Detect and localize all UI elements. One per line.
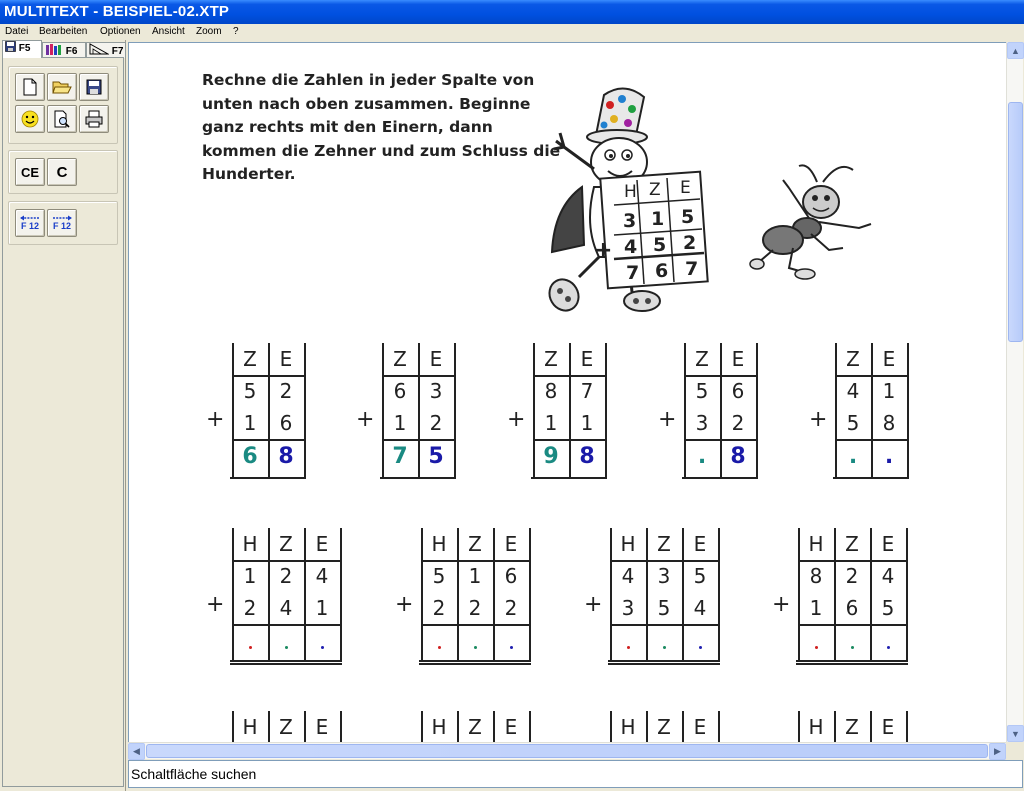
digit-cell: 6 bbox=[731, 379, 745, 403]
digit-cell: 1 bbox=[243, 411, 257, 435]
column-header: E bbox=[882, 347, 896, 371]
digit-cell: 1 bbox=[809, 596, 823, 620]
digit-cell: 4 bbox=[621, 564, 635, 588]
file-button-group bbox=[8, 66, 118, 144]
answer-input[interactable]: . bbox=[848, 444, 858, 469]
answer-input[interactable] bbox=[851, 646, 854, 649]
digit-cell: 2 bbox=[731, 411, 745, 435]
grid-line bbox=[796, 663, 908, 665]
digit-cell: 2 bbox=[845, 564, 859, 588]
digit-cell: 1 bbox=[243, 564, 257, 588]
menu-ansicht[interactable]: Ansicht bbox=[152, 26, 185, 37]
plus-sign: + bbox=[395, 592, 414, 617]
digit-cell: 6 bbox=[504, 564, 518, 588]
mascot-illustration bbox=[524, 77, 719, 317]
grid-line bbox=[304, 343, 306, 477]
answer-input[interactable]: . bbox=[884, 444, 894, 469]
vertical-scroll-thumb[interactable] bbox=[1008, 102, 1023, 342]
digit-cell: 5 bbox=[695, 379, 709, 403]
digit-cell: 3 bbox=[621, 596, 635, 620]
answer-input[interactable] bbox=[321, 646, 324, 649]
grid-line bbox=[454, 343, 456, 477]
tab-f6[interactable] bbox=[42, 42, 86, 58]
grid-line bbox=[907, 343, 909, 477]
clear-entry-button[interactable] bbox=[15, 158, 45, 186]
digit-cell: 1 bbox=[544, 411, 558, 435]
grid-line bbox=[232, 624, 340, 626]
grid-line bbox=[340, 528, 342, 662]
tab-body bbox=[2, 57, 124, 787]
board-r1-e: 5 bbox=[681, 206, 695, 228]
answer-input[interactable]: 6 bbox=[242, 444, 258, 469]
digit-cell: 1 bbox=[468, 564, 482, 588]
grid-line bbox=[718, 711, 720, 742]
menu-help[interactable]: ? bbox=[233, 26, 239, 37]
printer-icon bbox=[84, 110, 104, 128]
digit-cell: 3 bbox=[695, 411, 709, 435]
column-header: Z bbox=[393, 347, 407, 371]
digit-cell: 7 bbox=[580, 379, 594, 403]
answer-input[interactable] bbox=[249, 646, 252, 649]
answer-input[interactable]: 7 bbox=[392, 444, 408, 469]
answer-input[interactable] bbox=[699, 646, 702, 649]
answer-input[interactable]: 8 bbox=[579, 444, 595, 469]
board-plus-sign: + bbox=[594, 238, 613, 263]
column-header: E bbox=[881, 715, 895, 739]
plus-sign: + bbox=[356, 407, 375, 432]
digit-cell: 2 bbox=[504, 596, 518, 620]
new-document-icon bbox=[22, 78, 38, 96]
column-header: E bbox=[504, 715, 518, 739]
print-preview-button[interactable] bbox=[47, 105, 77, 133]
tab-f5[interactable] bbox=[2, 40, 42, 58]
digit-cell: 4 bbox=[279, 596, 293, 620]
horizontal-scrollbar[interactable] bbox=[128, 742, 1006, 759]
grid-line bbox=[682, 477, 758, 479]
grid-line bbox=[419, 660, 531, 662]
ant-illustration bbox=[749, 158, 884, 288]
digit-cell: 1 bbox=[315, 596, 329, 620]
menu-bearbeiten[interactable]: Bearbeiten bbox=[39, 26, 88, 37]
scroll-down-button[interactable]: ▼ bbox=[1007, 725, 1024, 742]
open-button[interactable] bbox=[47, 73, 77, 101]
grid-line bbox=[906, 528, 908, 662]
answer-input[interactable]: 8 bbox=[730, 444, 746, 469]
board-r2-z: 5 bbox=[653, 234, 667, 256]
tab-f7[interactable] bbox=[86, 42, 126, 58]
window-title: MULTITEXT - BEISPIEL-02.XTP bbox=[4, 3, 230, 20]
grid-line bbox=[756, 343, 758, 477]
digit-cell: 2 bbox=[279, 564, 293, 588]
grid-line bbox=[833, 477, 909, 479]
grid-line bbox=[419, 663, 531, 665]
board-sum-z: 6 bbox=[655, 260, 669, 282]
column-header: E bbox=[429, 347, 443, 371]
column-header: H bbox=[620, 532, 636, 556]
board-r1-h: 3 bbox=[623, 210, 637, 232]
grid-line bbox=[230, 660, 342, 662]
tab-f7-label: F7 bbox=[111, 46, 124, 57]
prev-f12-label: F 12 bbox=[20, 221, 39, 231]
grid-line bbox=[421, 624, 529, 626]
clear-button[interactable] bbox=[47, 158, 77, 186]
board-r2-e: 2 bbox=[683, 232, 697, 254]
column-header: Z bbox=[657, 715, 671, 739]
crayons-icon bbox=[45, 43, 63, 55]
column-header: Z bbox=[845, 715, 859, 739]
board-header-z: Z bbox=[649, 180, 661, 200]
grid-line bbox=[798, 624, 906, 626]
column-header: E bbox=[693, 715, 707, 739]
digit-cell: 5 bbox=[846, 411, 860, 435]
digit-cell: 2 bbox=[432, 596, 446, 620]
scroll-left-button[interactable]: ◀ bbox=[128, 743, 145, 760]
column-header: H bbox=[242, 532, 258, 556]
geometry-icon bbox=[89, 43, 109, 55]
grid-line bbox=[608, 660, 720, 662]
answer-input[interactable] bbox=[285, 646, 288, 649]
answer-input[interactable]: 8 bbox=[278, 444, 294, 469]
tool-tabs bbox=[2, 40, 126, 58]
digit-cell: 6 bbox=[279, 411, 293, 435]
vertical-scrollbar[interactable] bbox=[1006, 42, 1023, 742]
digit-cell: 6 bbox=[845, 596, 859, 620]
horizontal-scroll-thumb[interactable] bbox=[146, 744, 988, 758]
column-header: Z bbox=[846, 347, 860, 371]
grid-line bbox=[340, 711, 342, 742]
board-r2-h: 4 bbox=[624, 236, 638, 258]
grid-line bbox=[380, 477, 456, 479]
menu-bar bbox=[0, 24, 1024, 40]
column-header: H bbox=[431, 532, 447, 556]
digit-cell: 6 bbox=[393, 379, 407, 403]
worksheet-instruction: Rechne die Zahlen in jeder Spalte von unten nach oben zusammen. Beginne ganz rechts mit den Einern, dann kommen die Zehner und zum Schluss die Hunderter. bbox=[202, 71, 561, 183]
next-f12-button[interactable] bbox=[47, 209, 77, 237]
title-bar[interactable] bbox=[0, 0, 1024, 24]
digit-cell: 2 bbox=[279, 379, 293, 403]
save-icon bbox=[86, 79, 102, 95]
digit-cell: 5 bbox=[243, 379, 257, 403]
column-header: E bbox=[693, 532, 707, 556]
digit-cell: 8 bbox=[882, 411, 896, 435]
answer-input[interactable] bbox=[887, 646, 890, 649]
board-header-e: E bbox=[680, 178, 691, 198]
status-text: Schaltfläche suchen bbox=[131, 766, 257, 782]
clear-entry-label: CE bbox=[20, 164, 40, 180]
answer-input[interactable] bbox=[815, 646, 818, 649]
answer-input[interactable]: . bbox=[697, 444, 707, 469]
digit-cell: 3 bbox=[429, 379, 443, 403]
grid-line bbox=[610, 624, 718, 626]
clear-button-group bbox=[8, 150, 118, 194]
worksheet-area[interactable] bbox=[128, 42, 1006, 742]
open-folder-icon bbox=[52, 79, 72, 95]
plus-sign: + bbox=[206, 407, 225, 432]
answer-input[interactable]: 9 bbox=[543, 444, 559, 469]
menu-optionen[interactable]: Optionen bbox=[100, 26, 141, 37]
column-header: E bbox=[315, 715, 329, 739]
digit-cell: 5 bbox=[432, 564, 446, 588]
digit-cell: 1 bbox=[393, 411, 407, 435]
column-header: E bbox=[279, 347, 293, 371]
column-header: Z bbox=[279, 532, 293, 556]
column-header: Z bbox=[695, 347, 709, 371]
grid-line bbox=[529, 711, 531, 742]
save-icon bbox=[5, 41, 16, 52]
navigation-button-group bbox=[8, 201, 118, 245]
column-header: E bbox=[881, 532, 895, 556]
digit-cell: 5 bbox=[657, 596, 671, 620]
grid-line bbox=[531, 477, 607, 479]
scroll-up-button[interactable]: ▲ bbox=[1007, 42, 1024, 59]
column-header: H bbox=[242, 715, 258, 739]
column-header: Z bbox=[243, 347, 257, 371]
answer-input[interactable] bbox=[627, 646, 630, 649]
menu-datei[interactable]: Datei bbox=[5, 26, 29, 37]
grid-line bbox=[608, 663, 720, 665]
column-header: Z bbox=[279, 715, 293, 739]
digit-cell: 1 bbox=[882, 379, 896, 403]
digit-cell: 8 bbox=[809, 564, 823, 588]
column-header: H bbox=[431, 715, 447, 739]
grid-line bbox=[718, 528, 720, 662]
plus-sign: + bbox=[772, 592, 791, 617]
column-header: Z bbox=[468, 715, 482, 739]
digit-cell: 5 bbox=[881, 596, 895, 620]
grid-line bbox=[529, 528, 531, 662]
board-header-h: H bbox=[624, 182, 637, 202]
next-f12-label: F 12 bbox=[52, 221, 71, 231]
new-button[interactable] bbox=[15, 73, 45, 101]
menu-zoom[interactable]: Zoom bbox=[196, 26, 222, 37]
smiley-button[interactable] bbox=[15, 105, 45, 133]
scroll-right-button[interactable]: ▶ bbox=[989, 743, 1006, 760]
print-button[interactable] bbox=[79, 105, 109, 133]
digit-cell: 8 bbox=[544, 379, 558, 403]
digit-cell: 3 bbox=[657, 564, 671, 588]
column-header: H bbox=[808, 715, 824, 739]
column-header: E bbox=[580, 347, 594, 371]
grid-line bbox=[230, 663, 342, 665]
column-header: E bbox=[504, 532, 518, 556]
column-header: Z bbox=[657, 532, 671, 556]
smiley-icon bbox=[21, 110, 39, 128]
clear-label: C bbox=[56, 163, 68, 181]
column-header: H bbox=[808, 532, 824, 556]
column-header: Z bbox=[845, 532, 859, 556]
column-header: H bbox=[620, 715, 636, 739]
digit-cell: 4 bbox=[846, 379, 860, 403]
tool-panel bbox=[0, 40, 126, 791]
digit-cell: 4 bbox=[315, 564, 329, 588]
tab-f6-label: F6 bbox=[65, 46, 78, 57]
grid-line bbox=[906, 711, 908, 742]
board-sum-h: 7 bbox=[626, 262, 640, 284]
plus-sign: + bbox=[507, 407, 526, 432]
plus-sign: + bbox=[206, 592, 225, 617]
digit-cell: 2 bbox=[429, 411, 443, 435]
print-preview-icon bbox=[53, 110, 71, 128]
answer-input[interactable]: 5 bbox=[428, 444, 444, 469]
tab-f5-label: F5 bbox=[18, 43, 31, 54]
grid-line bbox=[230, 477, 306, 479]
prev-f12-button[interactable] bbox=[15, 209, 45, 237]
answer-input[interactable] bbox=[663, 646, 666, 649]
answer-input[interactable] bbox=[438, 646, 441, 649]
column-header: Z bbox=[468, 532, 482, 556]
plus-sign: + bbox=[658, 407, 677, 432]
digit-cell: 4 bbox=[693, 596, 707, 620]
board-r1-z: 1 bbox=[651, 208, 665, 230]
digit-cell: 1 bbox=[580, 411, 594, 435]
digit-cell: 2 bbox=[468, 596, 482, 620]
save-button[interactable] bbox=[79, 73, 109, 101]
answer-input[interactable] bbox=[510, 646, 513, 649]
column-header: E bbox=[731, 347, 745, 371]
plus-sign: + bbox=[809, 407, 828, 432]
digit-cell: 2 bbox=[243, 596, 257, 620]
digit-cell: 4 bbox=[881, 564, 895, 588]
column-header: Z bbox=[544, 347, 558, 371]
plus-sign: + bbox=[584, 592, 603, 617]
answer-input[interactable] bbox=[474, 646, 477, 649]
column-header: E bbox=[315, 532, 329, 556]
grid-line bbox=[796, 660, 908, 662]
board-sum-e: 7 bbox=[685, 258, 699, 280]
digit-cell: 5 bbox=[693, 564, 707, 588]
grid-line bbox=[605, 343, 607, 477]
status-bar bbox=[128, 760, 1023, 788]
